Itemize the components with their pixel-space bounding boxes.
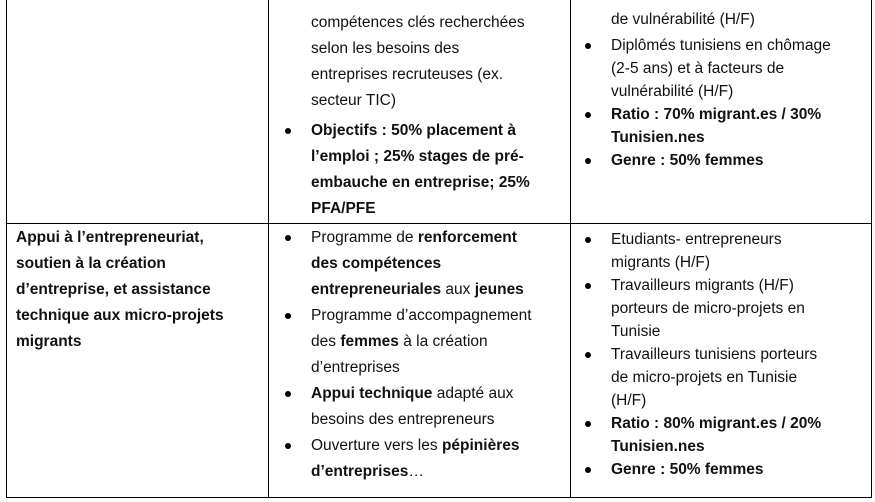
row1-col2-continuation xyxy=(311,10,525,114)
column-divider-2 xyxy=(570,0,571,498)
text-line: Objectifs : 50% placement à xyxy=(311,122,517,139)
bullet-icon xyxy=(585,112,591,118)
text-line: Travailleurs migrants (H/F) xyxy=(611,277,794,294)
text-line: porteurs de micro-projets en xyxy=(611,300,805,317)
row1-col3-continuation xyxy=(611,7,755,33)
text-line: Travailleurs tunisiens porteurs xyxy=(611,346,818,363)
text-line: Tunisien.nes xyxy=(611,438,705,455)
row1-col3-list xyxy=(576,34,866,172)
list-item-objectifs xyxy=(276,118,561,222)
text-line: de micro-projets en Tunisie xyxy=(611,369,798,386)
text-line: entreprises recruteuses (ex. xyxy=(311,66,504,83)
text-fragment: Programme de xyxy=(311,229,418,246)
text-line: Genre : 50% femmes xyxy=(611,461,764,478)
text-fragment: Appui technique xyxy=(311,385,433,402)
text-line: selon les besoins des xyxy=(311,40,460,57)
row2-col1-title xyxy=(16,225,224,355)
text-fragment: Ouverture vers les xyxy=(311,437,442,454)
text-line: vulnérabilité (H/F) xyxy=(611,83,734,100)
text-line: de vulnérabilité (H/F) xyxy=(611,11,755,28)
list-item-ratio xyxy=(576,103,866,149)
text-line: compétences clés recherchées xyxy=(311,14,525,31)
text-line: PFA/PFE xyxy=(311,200,376,217)
list-item xyxy=(276,225,561,303)
text-line: d’entreprises xyxy=(311,359,400,376)
row2-col3-list xyxy=(576,228,866,481)
list-item-genre xyxy=(576,149,866,172)
list-item xyxy=(576,228,866,274)
text-line: Ratio : 80% migrant.es / 20% xyxy=(611,415,822,432)
list-item xyxy=(576,34,866,103)
text-line: besoins des entrepreneurs xyxy=(311,411,495,428)
text-line: soutien à la création xyxy=(16,255,166,272)
text-fragment: à la création xyxy=(398,333,488,350)
text-line: Programme d’accompagnement xyxy=(311,307,532,324)
text-fragment: femmes xyxy=(340,333,399,350)
text-line: embauche en entreprise; 25% xyxy=(311,174,530,191)
row-divider xyxy=(6,223,872,224)
text-line: (H/F) xyxy=(611,392,647,409)
bullet-icon xyxy=(285,391,291,397)
bullet-icon xyxy=(585,352,591,358)
bullet-icon xyxy=(585,237,591,243)
bullet-icon xyxy=(585,421,591,427)
text-line: Tunisie xyxy=(611,323,661,340)
list-item-genre xyxy=(576,458,866,481)
text-fragment: d’entreprises xyxy=(311,463,409,480)
text-fragment: aux xyxy=(441,281,475,298)
list-item xyxy=(576,343,866,412)
bullet-icon xyxy=(585,467,591,473)
column-divider-1 xyxy=(268,0,269,498)
text-line: Etudiants- entrepreneurs xyxy=(611,231,782,248)
bullet-icon xyxy=(285,313,291,319)
table-border-left xyxy=(6,0,7,498)
text-fragment: des xyxy=(311,333,341,350)
text-line: Tunisien.nes xyxy=(611,129,705,146)
bullet-icon xyxy=(585,283,591,289)
text-fragment: pépinières xyxy=(441,437,520,454)
text-line: Diplômés tunisiens en chômage xyxy=(611,37,831,54)
table-border-bottom xyxy=(6,497,872,498)
list-item xyxy=(276,303,561,381)
row2-col2-list xyxy=(276,225,561,485)
bullet-icon xyxy=(285,128,291,134)
text-line: migrants (H/F) xyxy=(611,254,711,271)
row1-col2-list xyxy=(276,118,561,222)
bullet-icon xyxy=(285,235,291,241)
text-line: technique aux micro-projets xyxy=(16,307,224,324)
text-line: des compétences xyxy=(311,255,442,272)
text-fragment: entrepreneuriales xyxy=(311,281,442,298)
text-line: Genre : 50% femmes xyxy=(611,152,764,169)
list-item xyxy=(276,433,561,485)
list-item-ratio xyxy=(576,412,866,458)
text-line: (2-5 ans) et à facteurs de xyxy=(611,60,785,77)
bullet-icon xyxy=(285,443,291,449)
text-fragment: jeunes xyxy=(474,281,524,298)
bullet-icon xyxy=(585,158,591,164)
text-line: Appui à l’entrepreneuriat, xyxy=(16,229,204,246)
text-line: secteur TIC) xyxy=(311,92,396,109)
text-line: Ratio : 70% migrant.es / 30% xyxy=(611,106,822,123)
text-line: d’entreprise, et assistance xyxy=(16,281,211,298)
text-fragment: renforcement xyxy=(417,229,517,246)
text-fragment: adapté aux xyxy=(432,385,514,402)
text-fragment: … xyxy=(408,463,424,480)
table-border-right xyxy=(871,0,872,498)
list-item xyxy=(576,274,866,343)
text-line: migrants xyxy=(16,333,82,350)
list-item xyxy=(276,381,561,433)
text-line: l’emploi ; 25% stages de pré- xyxy=(311,148,524,165)
bullet-icon xyxy=(585,43,591,49)
